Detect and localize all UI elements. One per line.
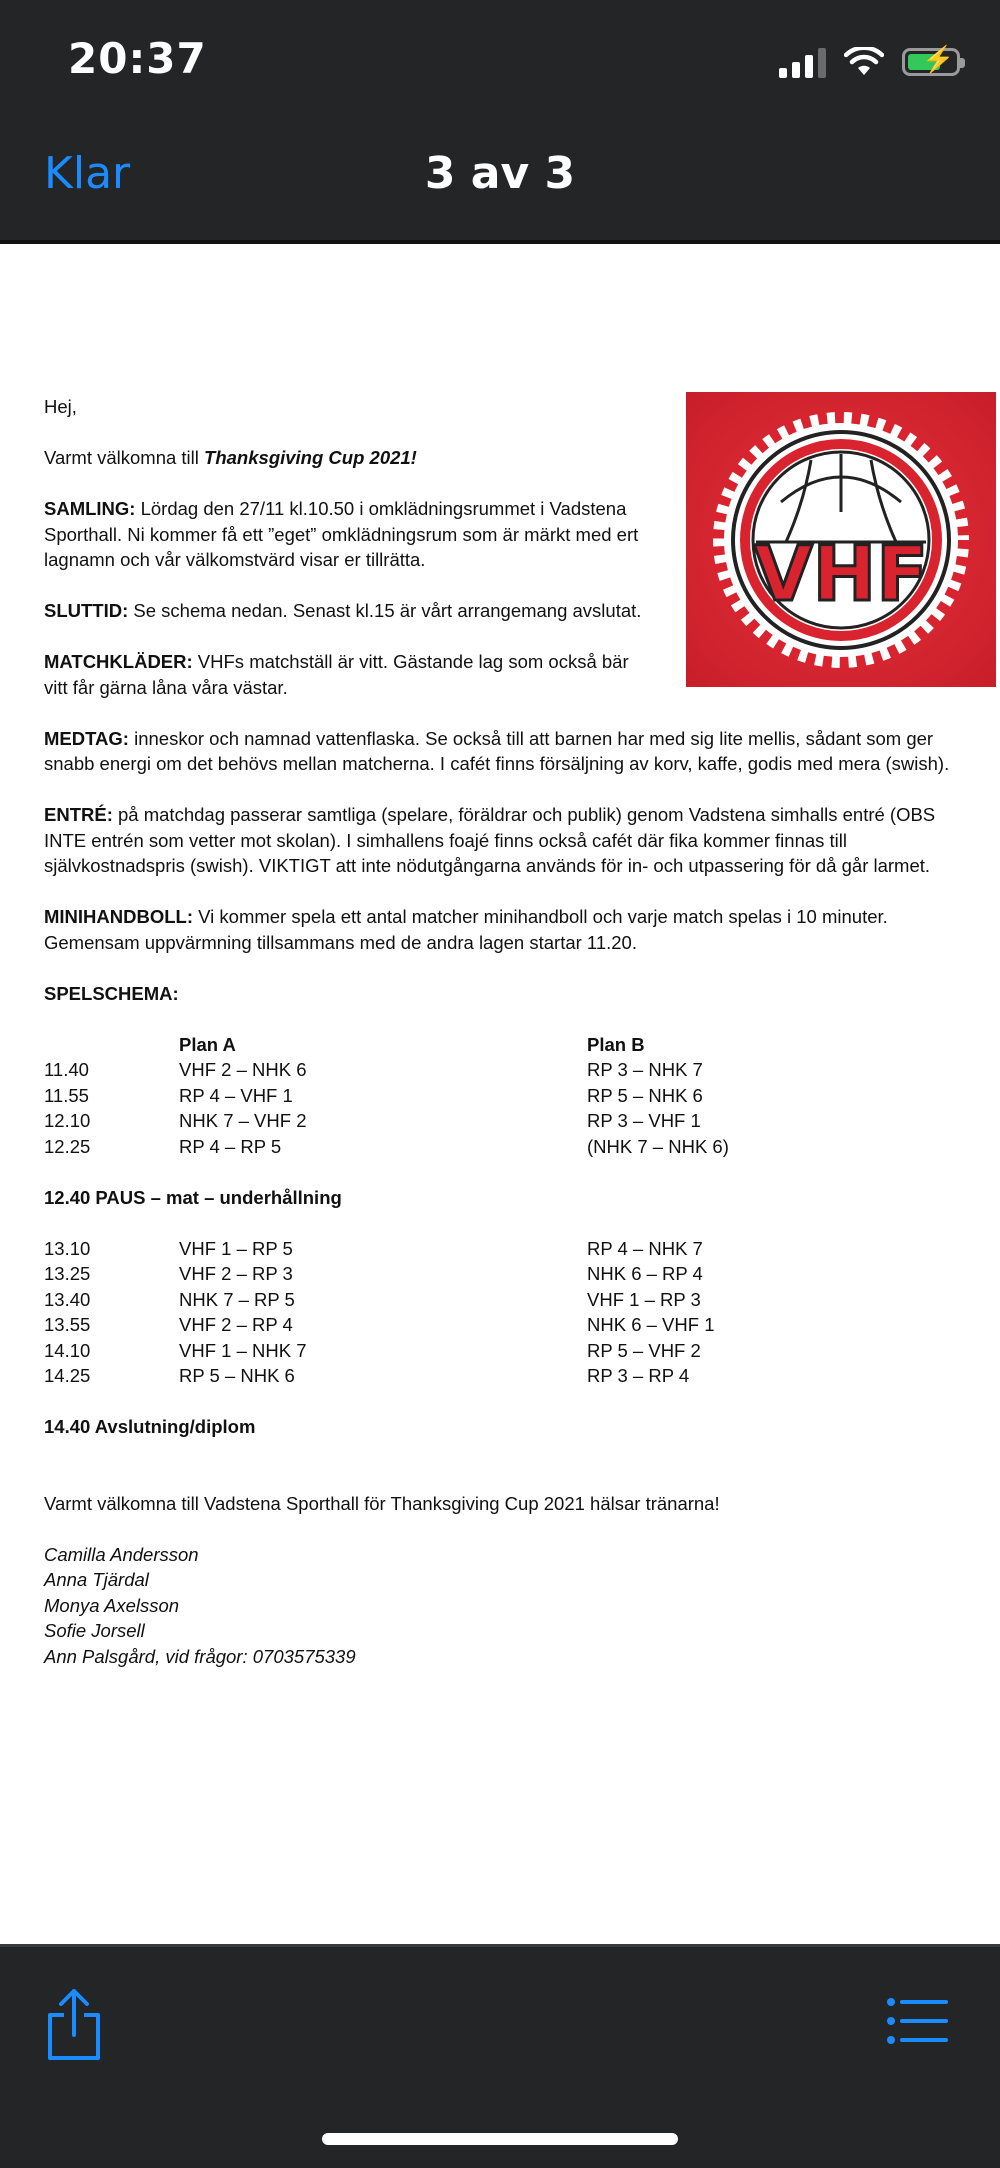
matchklader-paragraph: MATCHKLÄDER: VHFs matchställ är vitt. Gästande lag som också bär vitt får gärna låna våra västar. xyxy=(44,651,629,698)
schedule-row: 14.25 RP 5 – NHK 6 RP 3 – RP 4 xyxy=(44,1365,690,1386)
schedule-row: 13.10 VHF 1 – RP 5 RP 4 – NHK 7 xyxy=(44,1237,703,1259)
wifi-icon xyxy=(844,47,884,77)
schedule-plan-headers: Plan A Plan B xyxy=(179,1033,645,1055)
schedule-block-1 xyxy=(44,1057,964,1159)
schedule-block-2 xyxy=(44,1236,964,1389)
done-button[interactable]: Klar xyxy=(44,148,131,199)
page-indicator: 3 av 3 xyxy=(424,148,576,199)
schedule-row: 12.25 RP 4 – RP 5 (NHK 7 – NHK 6) xyxy=(44,1135,729,1157)
schedule-row: 14.10 VHF 1 – NHK 7 RP 5 – VHF 2 xyxy=(44,1339,701,1361)
signature-line: Camilla Andersson xyxy=(44,1543,199,1565)
schedule-closing: 14.40 Avslutning/diplom xyxy=(44,1416,256,1437)
signature-line: Monya Axelsson xyxy=(44,1594,180,1616)
logo-text: VHF xyxy=(753,529,929,618)
medtag-paragraph: MEDTAG: inneskor och namnad vattenflaska. Se också till att barnen har med sig lite mellis, sådant som ger snabb energi om det behövs mellan matcherna. I cafét finns försäljning av korv, kaffe, godis med mera (swish). xyxy=(44,727,950,774)
signature-line: Sofie Jorsell xyxy=(44,1620,145,1641)
share-icon[interactable] xyxy=(44,1987,104,2062)
document-content xyxy=(44,394,964,1669)
bottom-toolbar xyxy=(0,1944,1000,2168)
schedule-row: 11.40 VHF 2 – NHK 6 RP 3 – NHK 7 xyxy=(44,1059,703,1080)
status-icons xyxy=(779,44,960,80)
greeting: Hej, xyxy=(44,396,77,417)
schedule-row: 13.55 VHF 2 – RP 4 NHK 6 – VHF 1 xyxy=(44,1314,715,1335)
entre-paragraph: ENTRÉ: på matchdag passerar samtliga (spelare, föräldrar och publik) genom Vadstena simhalls entré (OBS INTE entrén som vetter mot skolan). I simhallens foajé finns också cafét där fika kommer finnas till självkostnadspris (swish). VIKTIGT att inte nödutgångarna används för in- och utpassering för då går larmet. xyxy=(44,804,936,876)
schedule-heading: SPELSCHEMA: xyxy=(44,982,179,1004)
battery-charging-icon: ⚡ xyxy=(902,48,960,76)
signature-line: Anna Tjärdal xyxy=(44,1569,149,1590)
cellular-signal-icon xyxy=(779,46,826,78)
minihandboll-paragraph: MINIHANDBOLL: Vi kommer spela ett antal matcher minihandboll och varje match spelas i 10 minuter. Gemensam uppvärmning tillsammans med de andra lagen startar 11.20. xyxy=(44,906,888,953)
closing-text: Varmt välkomna till Vadstena Sporthall för Thanksgiving Cup 2021 hälsar tränarna! xyxy=(44,1492,720,1514)
schedule-pause: 12.40 PAUS – mat – underhållning xyxy=(44,1186,342,1208)
schedule-row: 13.40 NHK 7 – RP 5 VHF 1 – RP 3 xyxy=(44,1288,701,1310)
signatures xyxy=(44,1542,964,1670)
top-navigation-bar xyxy=(0,0,1000,244)
sluttid-paragraph: SLUTTID: Se schema nedan. Senast kl.15 är vårt arrangemang avslutat. xyxy=(44,600,642,621)
home-indicator[interactable] xyxy=(322,2133,678,2145)
schedule-row: 12.10 NHK 7 – VHF 2 RP 3 – VHF 1 xyxy=(44,1110,701,1131)
welcome-line: Varmt välkomna till Thanksgiving Cup 2021! xyxy=(44,447,417,468)
signature-line: Ann Palsgård, vid frågor: 0703575339 xyxy=(44,1645,356,1667)
samling-paragraph: SAMLING: Lördag den 27/11 kl.10.50 i omklädningsrummet i Vadstena Sporthall. Ni kommer få ett ”eget” omklädningsrum som är märkt med ert lagnamn och vår välkomstvärd visar er tillrätta. xyxy=(44,498,639,570)
status-time: 20:37 xyxy=(68,34,207,83)
schedule-row: 13.25 VHF 2 – RP 3 NHK 6 – RP 4 xyxy=(44,1263,703,1284)
schedule-row: 11.55 RP 4 – VHF 1 RP 5 – NHK 6 xyxy=(44,1084,703,1106)
list-icon[interactable] xyxy=(886,1997,948,2045)
